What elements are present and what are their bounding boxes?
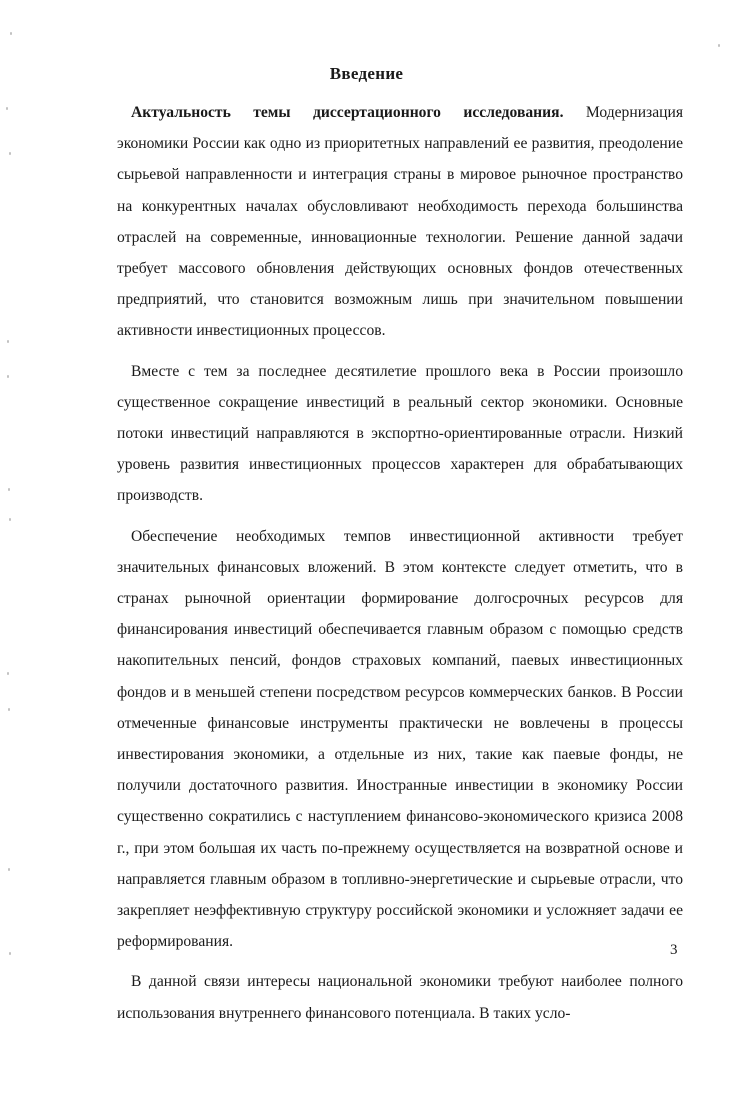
scan-speck [8,868,10,871]
scan-speck [7,672,9,675]
paragraph-2: Вместе с тем за последнее десятилетие прошлого века в России произошло существенное сокращение инвестиций в реальный сектор экономики. Основные потоки инвестиций направляются в экспортно-ориентированные отрасли. Низкий уровень развития инвестиционных процессов характерен для обрабатывающих производств. [117,362,683,505]
body-text [117,97,683,1038]
paragraph-text: Модернизация экономики России как одно из приоритетных направлений ее развития, преодоление сырьевой направленности и интеграция страны в мировое рыночное пространство на конкурентных началах обусловливают необходимость перехода большинства отраслей на современные, инновационные технологии. Решение данной задачи требует массового обновления действующих основных фондов отечественных предприятий, что становится возможным лишь при значительном повышении активности инвестиционных процессов. [117,104,683,340]
scan-speck [718,44,720,47]
paragraph-4: В данной связи интересы национальной экономики требуют наиболее полного использования внутреннего финансового потенциала. В таких усло- [117,973,683,1022]
scan-speck [8,708,10,711]
scan-speck [9,518,11,521]
scan-speck [7,375,9,378]
paragraph-3: Обеспечение необходимых темпов инвестиционной активности требует значительных финансовых вложений. В этом контексте следует отметить, что в странах рыночной ориентации формирование долгосрочных ресурсов для финансирования инвестиций обеспечивается главным образом с помощью средств накопительных пенсий, фондов страховых компаний, паевых инвестиционных фондов и в меньшей степени посредством ресурсов коммерческих банков. В России отмеченные финансовые инструменты практически не вовлечены в процессы инвестирования экономики, а отдельные из них, такие как паевые фонды, не получили достаточного развития. Иностранные инвестиции в экономику России существенно сократились с наступлением финансово-экономического кризиса 2008 г., при этом большая их часть по-прежнему осуществляется на возвратной основе и направляется главным образом в топливно-энергетические и сырьевые отрасли, что закрепляет неэффективную структуру российской экономики и усложняет задачи ее реформирования. [117,527,683,951]
paragraph-lead: Актуальность темы диссертационного исследования. [131,104,564,121]
paragraph-1 [117,97,683,347]
scan-speck [6,107,8,110]
scan-speck [9,152,11,155]
scan-speck [8,488,10,491]
scan-speck [10,32,12,35]
section-title: Введение [329,64,404,83]
page-number: 3 [670,942,678,958]
scan-speck [7,340,9,343]
scan-speck [9,952,11,955]
